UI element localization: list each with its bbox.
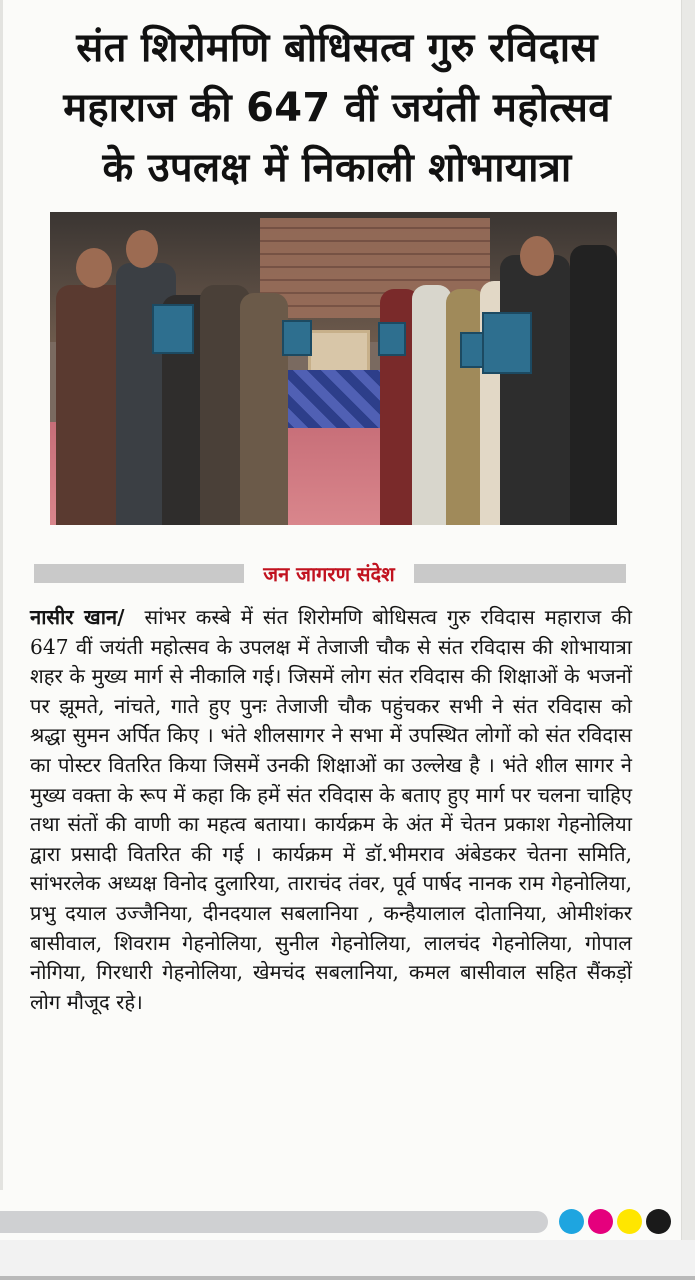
article-text: सांभर कस्बे में संत शिरोमणि बोधिसत्व गुरु रविदास महाराज की 647 वीं जयंती महोत्सव के उपलक्ष में तेजाजी चौक से संत रविदास की शोभायात्रा शहर के मुख्य मार्ग से नीकालि गई। जिसमें लोग संत रविदास की शिक्षाओं के भजनों पर झूमते, नांचते, गाते हुए पुनः तेजाजी चौक पहुंचकर सभी ने संत रविदास को श्रद्धा सुमन अर्पित किए । भंते शीलसागर ने सभा में उपस्थित लोगों को संत रविदास का पोस्टर वितरित किया जिसमें उनकी शिक्षाओं का उल्लेख है । भंते शील सागर ने मुख्य वक्ता के रूप में कहा कि हमें संत रविदास के बताए हुए मार्ग पर चलना चाहिए तथा संतों की वाणी का महत्व बताया। कार्यक्रम के अंत में चेतन प्रकाश गेहनोलिया द्वारा प्रसादी वितरित की गई । कार्यक्रम में डॉ.भीमराव अंबेडकर चेतना समिति, सांभरलेक अध्यक्ष विनोद दुलारिया, ताराचंद तंवर, पूर्व पार्षद नानक राम गेहनोलिया, प्रभु दयाल उज्जैनिया, दीनदयाल सबलानिया , कन्हैयालाल दोतानिया, ओमीशंकर बासीवाल, शिवराम गेहनोलिया, सुनील गेहनोलिया, लालचंद गेहनोलिया, गोपाल नोगिया, गिरधारी गेहनोलिया, खेमचंद सबलानिया, कमल बासीवाल सहित सैंकड़ों लोग मौजूद रहे। (30, 605, 632, 1014)
page-edge (681, 0, 695, 1240)
headline-line-3: के उपलक्ष में निकाली शोभायात्रा (102, 145, 572, 191)
photo-decorated-table (280, 370, 390, 428)
photo-poster (482, 312, 532, 374)
headline-line-2: महाराज की 647 वीं जयंती महोत्सव (63, 85, 611, 131)
page-left-rule (0, 0, 3, 1190)
footer-line (0, 1276, 695, 1280)
article-body (30, 603, 632, 1017)
headline-line-1: संत शिरोमणि बोधिसत्व गुरु रविदास (76, 25, 598, 71)
news-photo (50, 212, 617, 525)
section-label: जन जागरण संदेश (244, 560, 414, 587)
photo-person (240, 293, 288, 525)
photo-person (570, 245, 617, 525)
photo-person (500, 255, 570, 525)
photo-poster (282, 320, 312, 356)
yellow-registration-dot (617, 1209, 642, 1234)
bottom-gray-bar (0, 1211, 548, 1233)
magenta-registration-dot (588, 1209, 613, 1234)
article-byline: नासीर खान/ (30, 605, 125, 629)
photo-person-head (520, 236, 554, 276)
photo-poster (378, 322, 406, 356)
headline (22, 18, 652, 198)
black-registration-dot (646, 1209, 671, 1234)
cyan-registration-dot (559, 1209, 584, 1234)
photo-person-head (76, 248, 112, 288)
footer-area (0, 1240, 695, 1280)
photo-person-head (126, 230, 158, 268)
photo-poster (152, 304, 194, 354)
